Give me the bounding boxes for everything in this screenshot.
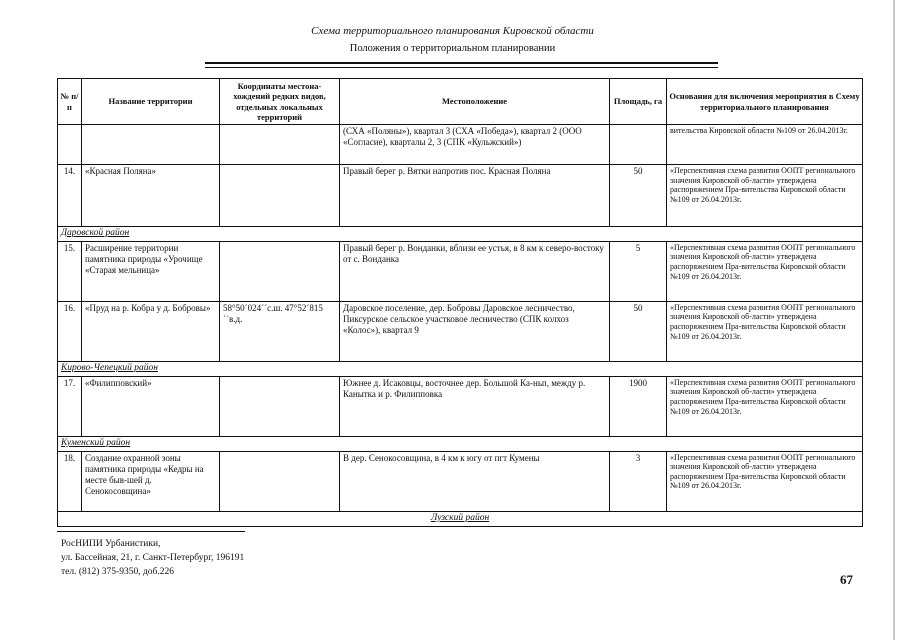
cell-area: 50 [610, 301, 667, 361]
cell-name: Расширение территории памятника природы «Урочище «Старая мельница» [82, 241, 220, 301]
cell-basis: вительства Кировской области №109 от 26.04.2013г. [667, 125, 863, 165]
table-row [58, 451, 863, 511]
cell-basis: «Перспективная схема развития ООПТ регионального значения Кировской об-ласти» утверждена распоряжением Пра-вительства Кировской области №109 от 26.04.2013г. [667, 376, 863, 436]
cell-coords [220, 241, 340, 301]
region-label: Кирово-Чепецкий район [58, 361, 863, 376]
col-header-name: Название территории [82, 79, 220, 125]
col-header-basis: Основания для включения мероприятия в Схему территориального планирования [667, 79, 863, 125]
cell-area: 5 [610, 241, 667, 301]
cell-coords [220, 165, 340, 227]
cell-num: 16. [58, 301, 82, 361]
cell-num: 14. [58, 165, 82, 227]
col-header-area: Площадь, га [610, 79, 667, 125]
cell-name: Создание охранной зоны памятника природы «Кедры на месте быв-шей д. Сенокосовщина» [82, 451, 220, 511]
table-row [58, 241, 863, 301]
cell-area: 1900 [610, 376, 667, 436]
cell-location: В дер. Сенокосовщина, в 4 км к югу от пгт Кумены [340, 451, 610, 511]
region-label: Лузский район [58, 511, 863, 526]
document-title: Схема территориального планирования Кировской области [311, 25, 594, 37]
cell-coords [220, 451, 340, 511]
document-subtitle: Положения о территориальном планировании [349, 43, 556, 54]
table-row [58, 376, 863, 436]
footer-address: ул. Бассейная, 21, г. Санкт-Петербург, 196191 [61, 553, 245, 563]
table-row [58, 165, 863, 227]
cell-coords: 58°50´024´´с.ш. 47°52´815´´в.д. [220, 301, 340, 361]
cell-location: Правый берег р. Вятки напротив пос. Красная Поляна [340, 165, 610, 227]
page-edge [893, 0, 895, 640]
region-row [58, 436, 863, 451]
cell-location: Правый берег р. Вонданки, вблизи ее устья, в 8 км к северо-востоку от с. Вонданка [340, 241, 610, 301]
region-label: Куменский район [58, 436, 863, 451]
cell-num: 17. [58, 376, 82, 436]
cell-coords [220, 376, 340, 436]
cell-name: «Красная Поляна» [82, 165, 220, 227]
region-label: Даровской район [58, 227, 863, 242]
col-header-num: № п/п [58, 79, 82, 125]
cell-area: 50 [610, 165, 667, 227]
cell-num: 15. [58, 241, 82, 301]
cell-name: «Пруд на р. Кобра у д. Бобровы» [82, 301, 220, 361]
cell-basis: «Перспективная схема развития ООПТ регионального значения Кировской об-ласти» утверждена распоряжением Пра-вительства Кировской области №109 от 26.04.2013г. [667, 301, 863, 361]
cell-basis: «Перспективная схема развития ООПТ регионального значения Кировской об-ласти» утверждена распоряжением Пра-вительства Кировской области №109 от 26.04.2013г. [667, 451, 863, 511]
cell-area: 3 [610, 451, 667, 511]
cell-num: 18. [58, 451, 82, 511]
col-header-coords: Координаты местона-хождений редких видов, отдельных локальных территорий [220, 79, 340, 125]
footer-divider [57, 531, 245, 532]
region-row [58, 511, 863, 526]
table-header-row [58, 79, 863, 125]
cell-location: (СХА «Поляны»), квартал 3 (СХА «Победа»), квартал 2 (ООО «Согласие), кварталы 2, 3 (СПК «Кульжский») [340, 125, 610, 165]
footer-org: РосНИПИ Урбанистики, [61, 539, 161, 549]
region-row [58, 227, 863, 242]
territories-table [57, 78, 863, 527]
title-divider [205, 62, 718, 68]
footer-phone: тел. (812) 375-9350, доб.226 [61, 567, 175, 577]
region-row [58, 361, 863, 376]
table-row [58, 301, 863, 361]
cell-location: Даровское поселение, дер. Бобровы Даровское лесничество, Пиксурское сельское участковое лесничество (СПК колхоз «Колос»), квартал 9 [340, 301, 610, 361]
cell-name: «Филипповский» [82, 376, 220, 436]
footer [61, 537, 244, 579]
cell-basis: «Перспективная схема развития ООПТ регионального значения Кировской об-ласти» утверждена распоряжением Пра-вительства Кировской области №109 от 26.04.2013г. [667, 241, 863, 301]
cell-basis: «Перспективная схема развития ООПТ регионального значения Кировской об-ласти» утверждена распоряжением Пра-вительства Кировской области №109 от 26.04.2013г. [667, 165, 863, 227]
page-number: 67 [840, 572, 853, 587]
table-row-continued [58, 125, 863, 165]
col-header-location: Местоположение [340, 79, 610, 125]
cell-location: Южнее д. Исаковцы, восточнее дер. Большой Ка-ньп, между р. Канытка и р. Филипповка [340, 376, 610, 436]
